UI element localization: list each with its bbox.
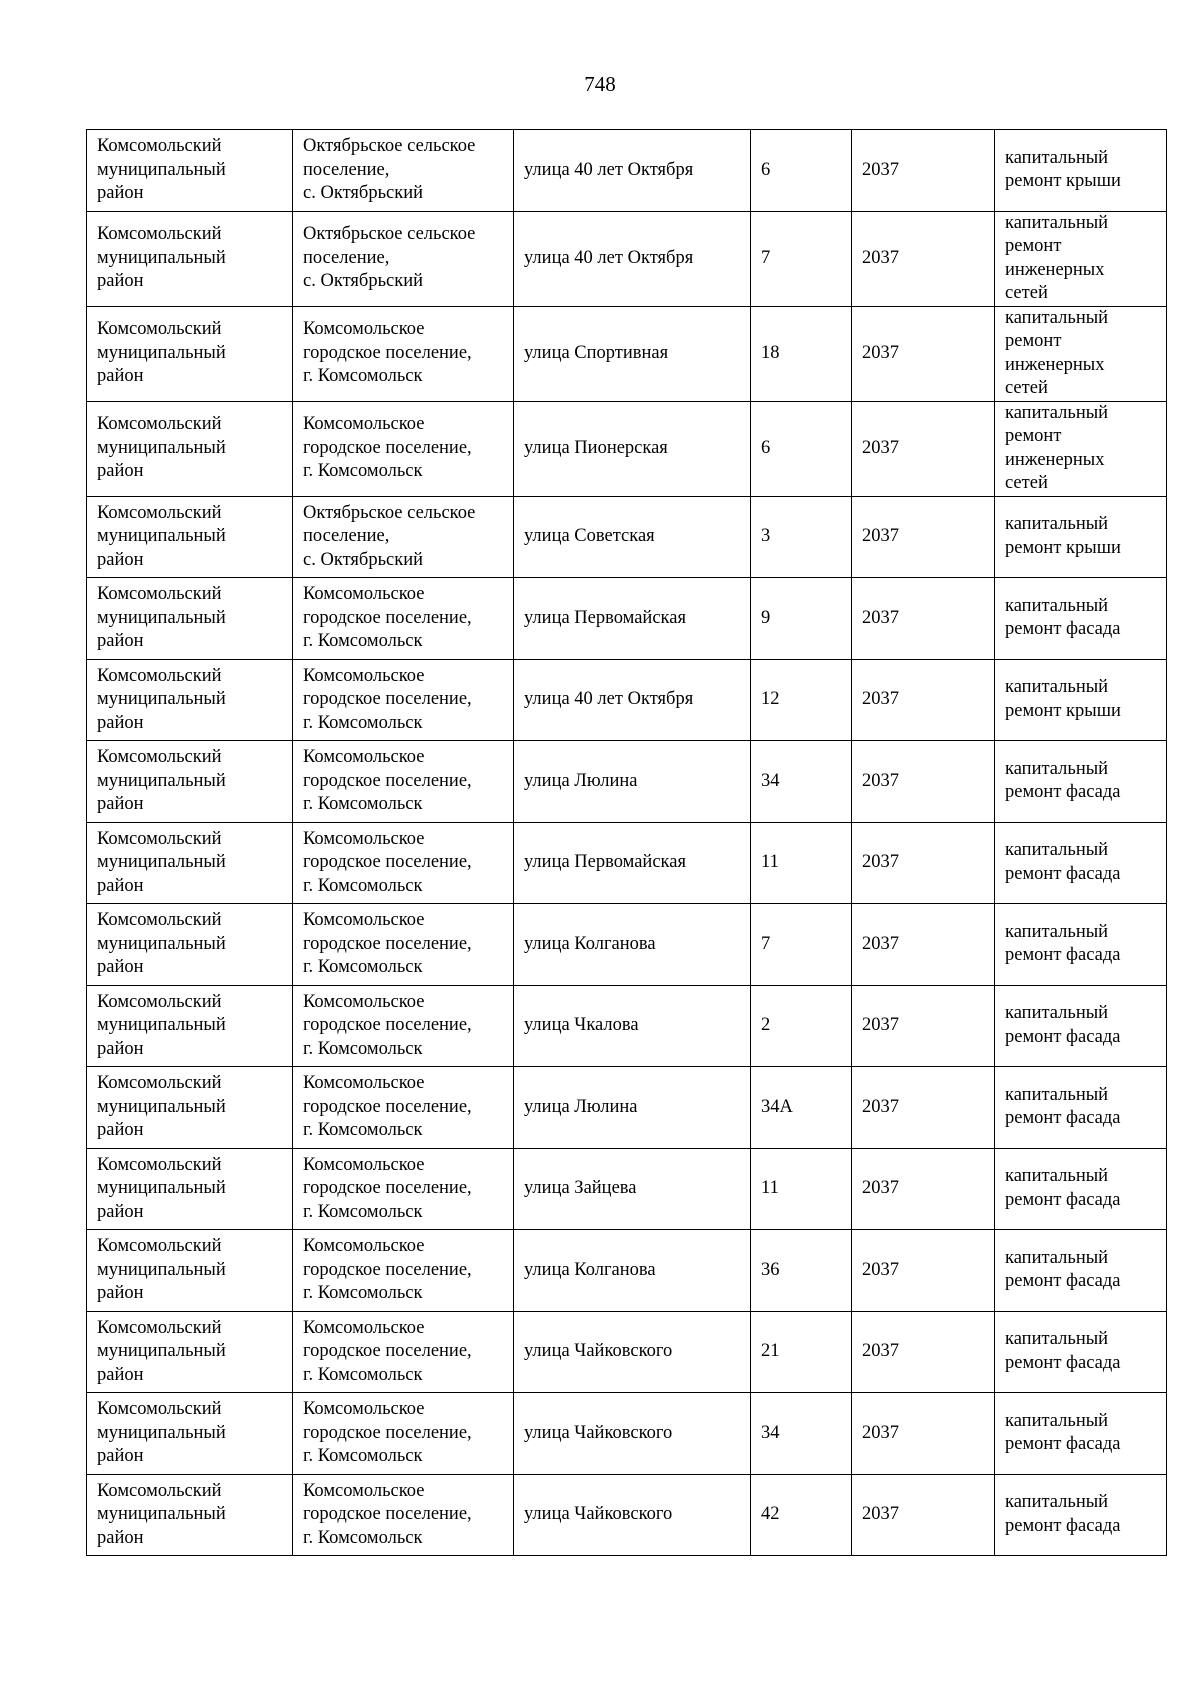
street-cell: улица Люлина xyxy=(514,1067,751,1149)
district-cell: Комсомольский муниципальный район xyxy=(87,496,293,578)
district-cell: Комсомольский муниципальный район xyxy=(87,985,293,1067)
table-row xyxy=(87,822,1167,904)
street-cell: улица Колганова xyxy=(514,1230,751,1312)
settlement-cell: Комсомольское городское поселение, г. Комсомольск xyxy=(293,1311,514,1393)
street-cell: улица Чкалова xyxy=(514,985,751,1067)
street-cell: улица Спортивная xyxy=(514,306,751,401)
year-cell: 2037 xyxy=(852,1230,995,1312)
house-number-cell: 2 xyxy=(751,985,852,1067)
settlement-cell: Комсомольское городское поселение, г. Комсомольск xyxy=(293,1148,514,1230)
house-number-cell: 11 xyxy=(751,822,852,904)
year-cell: 2037 xyxy=(852,904,995,986)
table-row xyxy=(87,741,1167,823)
table-row xyxy=(87,904,1167,986)
table-row xyxy=(87,1311,1167,1393)
work-type-cell: капитальный ремонт инженерных сетей xyxy=(995,306,1167,401)
settlement-cell: Комсомольское городское поселение, г. Комсомольск xyxy=(293,1067,514,1149)
settlement-cell: Комсомольское городское поселение, г. Комсомольск xyxy=(293,904,514,986)
table-row xyxy=(87,306,1167,401)
year-cell: 2037 xyxy=(852,1311,995,1393)
house-number-cell: 6 xyxy=(751,401,852,496)
district-cell: Комсомольский муниципальный район xyxy=(87,1474,293,1556)
district-cell: Комсомольский муниципальный район xyxy=(87,741,293,823)
table-row xyxy=(87,1148,1167,1230)
table-row xyxy=(87,211,1167,306)
street-cell: улица Зайцева xyxy=(514,1148,751,1230)
house-number-cell: 21 xyxy=(751,1311,852,1393)
work-type-cell: капитальный ремонт фасада xyxy=(995,822,1167,904)
house-number-cell: 7 xyxy=(751,211,852,306)
street-cell: улица Чайковского xyxy=(514,1393,751,1475)
district-cell: Комсомольский муниципальный район xyxy=(87,578,293,660)
year-cell: 2037 xyxy=(852,578,995,660)
house-number-cell: 36 xyxy=(751,1230,852,1312)
settlement-cell: Комсомольское городское поселение, г. Комсомольск xyxy=(293,306,514,401)
settlement-cell: Комсомольское городское поселение, г. Комсомольск xyxy=(293,401,514,496)
district-cell: Комсомольский муниципальный район xyxy=(87,1067,293,1149)
settlement-cell: Комсомольское городское поселение, г. Комсомольск xyxy=(293,659,514,741)
street-cell: улица Первомайская xyxy=(514,822,751,904)
street-cell: улица 40 лет Октября xyxy=(514,130,751,212)
street-cell: улица 40 лет Октября xyxy=(514,659,751,741)
settlement-cell: Октябрьское сельское поселение, с. Октябрьский xyxy=(293,211,514,306)
district-cell: Комсомольский муниципальный район xyxy=(87,904,293,986)
district-cell: Комсомольский муниципальный район xyxy=(87,1148,293,1230)
work-type-cell: капитальный ремонт фасада xyxy=(995,741,1167,823)
repair-schedule-table xyxy=(86,129,1167,1556)
work-type-cell: капитальный ремонт инженерных сетей xyxy=(995,211,1167,306)
year-cell: 2037 xyxy=(852,496,995,578)
work-type-cell: капитальный ремонт фасада xyxy=(995,1230,1167,1312)
settlement-cell: Комсомольское городское поселение, г. Комсомольск xyxy=(293,741,514,823)
street-cell: улица Колганова xyxy=(514,904,751,986)
work-type-cell: капитальный ремонт фасада xyxy=(995,578,1167,660)
year-cell: 2037 xyxy=(852,822,995,904)
house-number-cell: 6 xyxy=(751,130,852,212)
work-type-cell: капитальный ремонт фасада xyxy=(995,1148,1167,1230)
street-cell: улица Советская xyxy=(514,496,751,578)
table-row xyxy=(87,401,1167,496)
settlement-cell: Комсомольское городское поселение, г. Комсомольск xyxy=(293,985,514,1067)
street-cell: улица Пионерская xyxy=(514,401,751,496)
year-cell: 2037 xyxy=(852,1148,995,1230)
district-cell: Комсомольский муниципальный район xyxy=(87,1393,293,1475)
house-number-cell: 11 xyxy=(751,1148,852,1230)
work-type-cell: капитальный ремонт крыши xyxy=(995,659,1167,741)
street-cell: улица Чайковского xyxy=(514,1474,751,1556)
page-number: 748 xyxy=(584,72,616,96)
house-number-cell: 18 xyxy=(751,306,852,401)
house-number-cell: 7 xyxy=(751,904,852,986)
work-type-cell: капитальный ремонт фасада xyxy=(995,1474,1167,1556)
district-cell: Комсомольский муниципальный район xyxy=(87,822,293,904)
street-cell: улица Первомайская xyxy=(514,578,751,660)
year-cell: 2037 xyxy=(852,1474,995,1556)
work-type-cell: капитальный ремонт крыши xyxy=(995,496,1167,578)
work-type-cell: капитальный ремонт фасада xyxy=(995,1393,1167,1475)
district-cell: Комсомольский муниципальный район xyxy=(87,659,293,741)
work-type-cell: капитальный ремонт фасада xyxy=(995,1311,1167,1393)
year-cell: 2037 xyxy=(852,211,995,306)
table-row xyxy=(87,985,1167,1067)
district-cell: Комсомольский муниципальный район xyxy=(87,130,293,212)
year-cell: 2037 xyxy=(852,306,995,401)
district-cell: Комсомольский муниципальный район xyxy=(87,1230,293,1312)
settlement-cell: Октябрьское сельское поселение, с. Октябрьский xyxy=(293,496,514,578)
district-cell: Комсомольский муниципальный район xyxy=(87,306,293,401)
settlement-cell: Комсомольское городское поселение, г. Комсомольск xyxy=(293,578,514,660)
district-cell: Комсомольский муниципальный район xyxy=(87,211,293,306)
table-row xyxy=(87,659,1167,741)
house-number-cell: 3 xyxy=(751,496,852,578)
district-cell: Комсомольский муниципальный район xyxy=(87,1311,293,1393)
house-number-cell: 42 xyxy=(751,1474,852,1556)
table-row xyxy=(87,1474,1167,1556)
table-row xyxy=(87,1230,1167,1312)
table-row xyxy=(87,130,1167,212)
house-number-cell: 9 xyxy=(751,578,852,660)
district-cell: Комсомольский муниципальный район xyxy=(87,401,293,496)
work-type-cell: капитальный ремонт фасада xyxy=(995,985,1167,1067)
year-cell: 2037 xyxy=(852,741,995,823)
year-cell: 2037 xyxy=(852,659,995,741)
year-cell: 2037 xyxy=(852,130,995,212)
table-row xyxy=(87,1067,1167,1149)
street-cell: улица 40 лет Октября xyxy=(514,211,751,306)
settlement-cell: Октябрьское сельское поселение, с. Октябрьский xyxy=(293,130,514,212)
year-cell: 2037 xyxy=(852,401,995,496)
work-type-cell: капитальный ремонт фасада xyxy=(995,1067,1167,1149)
work-type-cell: капитальный ремонт фасада xyxy=(995,904,1167,986)
settlement-cell: Комсомольское городское поселение, г. Комсомольск xyxy=(293,1393,514,1475)
year-cell: 2037 xyxy=(852,985,995,1067)
table-row xyxy=(87,578,1167,660)
table-body xyxy=(87,130,1167,1556)
table-row xyxy=(87,496,1167,578)
table-row xyxy=(87,1393,1167,1475)
settlement-cell: Комсомольское городское поселение, г. Комсомольск xyxy=(293,822,514,904)
year-cell: 2037 xyxy=(852,1393,995,1475)
street-cell: улица Люлина xyxy=(514,741,751,823)
work-type-cell: капитальный ремонт инженерных сетей xyxy=(995,401,1167,496)
house-number-cell: 12 xyxy=(751,659,852,741)
settlement-cell: Комсомольское городское поселение, г. Комсомольск xyxy=(293,1474,514,1556)
settlement-cell: Комсомольское городское поселение, г. Комсомольск xyxy=(293,1230,514,1312)
house-number-cell: 34 xyxy=(751,1393,852,1475)
work-type-cell: капитальный ремонт крыши xyxy=(995,130,1167,212)
house-number-cell: 34 xyxy=(751,741,852,823)
year-cell: 2037 xyxy=(852,1067,995,1149)
house-number-cell: 34А xyxy=(751,1067,852,1149)
street-cell: улица Чайковского xyxy=(514,1311,751,1393)
